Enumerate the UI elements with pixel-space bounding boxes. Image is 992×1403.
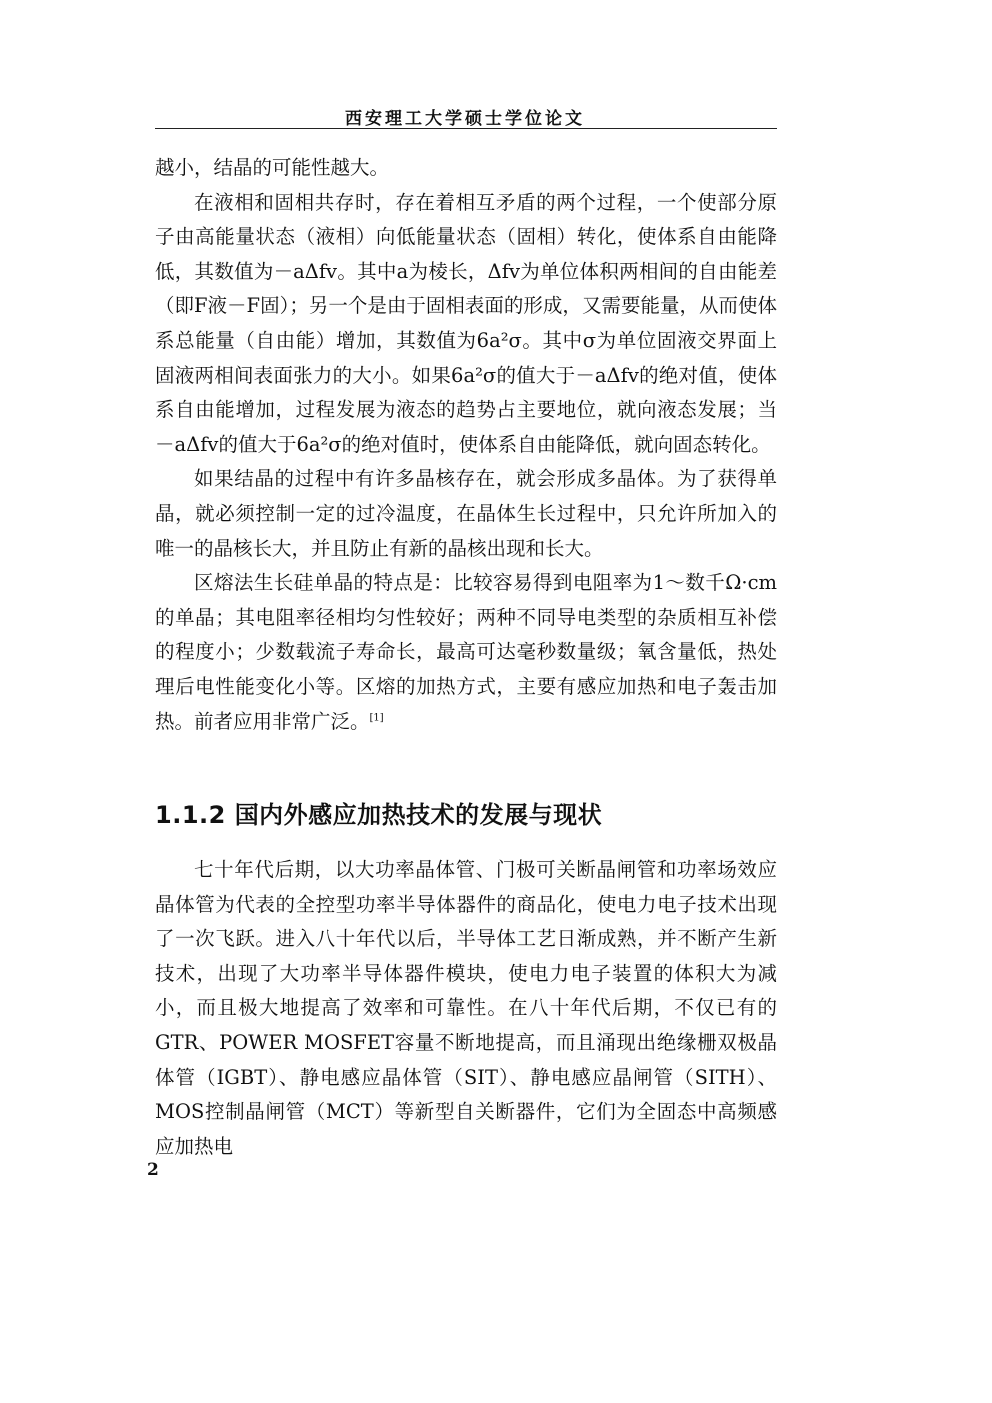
paragraph-crystallization: 如果结晶的过程中有许多晶核存在，就会形成多晶体。为了获得单晶，就必须控制一定的过冷温度，在晶体生长过程中，只允许所加入的唯一的晶核长大，并且防止有新的晶核出现和长大。 — [155, 467, 777, 560]
body-block-2 — [155, 853, 777, 1164]
header-rule — [155, 128, 777, 129]
paragraph-power-electronics: 七十年代后期，以大功率晶体管、门极可关断晶闸管和功率场效应晶体管为代表的全控型功率半导体器件的商品化，使电力电子技术出现了一次飞跃。进入八十年代以后，半导体工艺日渐成熟，并不断产生新技术，出现了大功率半导体器件模块，使电力电子装置的体积大为减小，而且极大地提高了效率和可靠性。在八十年代后期，不仅已有的GTR、POWER MOSFET容量不断地提高，而且涌现出绝缘栅双极晶体管（IGBT）、静电感应晶体管（SIT）、静电感应晶闸管（SITH）、MOS控制晶闸管（MCT）等新型自关断器件，它们为全固态中高频感应加热电 — [155, 858, 777, 1158]
citation-ref: [1] — [369, 712, 384, 723]
paragraph-continuation: 越小，结晶的可能性越大。 — [155, 156, 390, 179]
header-title: 西安理工大学硕士学位论文 — [345, 109, 585, 129]
page-number: 2 — [147, 1160, 159, 1180]
paragraph-zone-melting-text: 区熔法生长硅单晶的特点是：比较容易得到电阻率为1～数千Ω·cm的单晶；其电阻率径相均匀性较好；两种不同导电类型的杂质相互补偿的程度小；少数载流子寿命长，最高可达毫秒数量级；氧含量低，热处理后电性能变化小等。区熔的加热方式，主要有感应加热和电子轰击加热。前者应用非常广泛。 — [155, 571, 777, 733]
body-block-1 — [155, 151, 777, 739]
paragraph-zone-melting — [155, 566, 777, 739]
paragraph-phase-coexistence: 在液相和固相共存时，存在着相互矛盾的两个过程，一个使部分原子由高能量状态（液相）向低能量状态（固相）转化，使体系自由能降低，其数值为－aΔfv。其中a为棱长，Δfv为单位体积两相间的自由能差（即F液－F固）；另一个是由于固相表面的形成，又需要能量，从而使体系总能量（自由能）增加，其数值为6a²σ。其中σ为单位固液交界面上固液两相间表面张力的大小。如果6a²σ的值大于－aΔfv的绝对值，使体系自由能增加，过程发展为液态的趋势占主要地位，就向液态发展；当－aΔfv的值大于6a²σ的绝对值时，使体系自由能降低，就向固态转化。 — [155, 190, 777, 456]
section-heading: 1.1.2 国内外感应加热技术的发展与现状 — [155, 801, 603, 829]
